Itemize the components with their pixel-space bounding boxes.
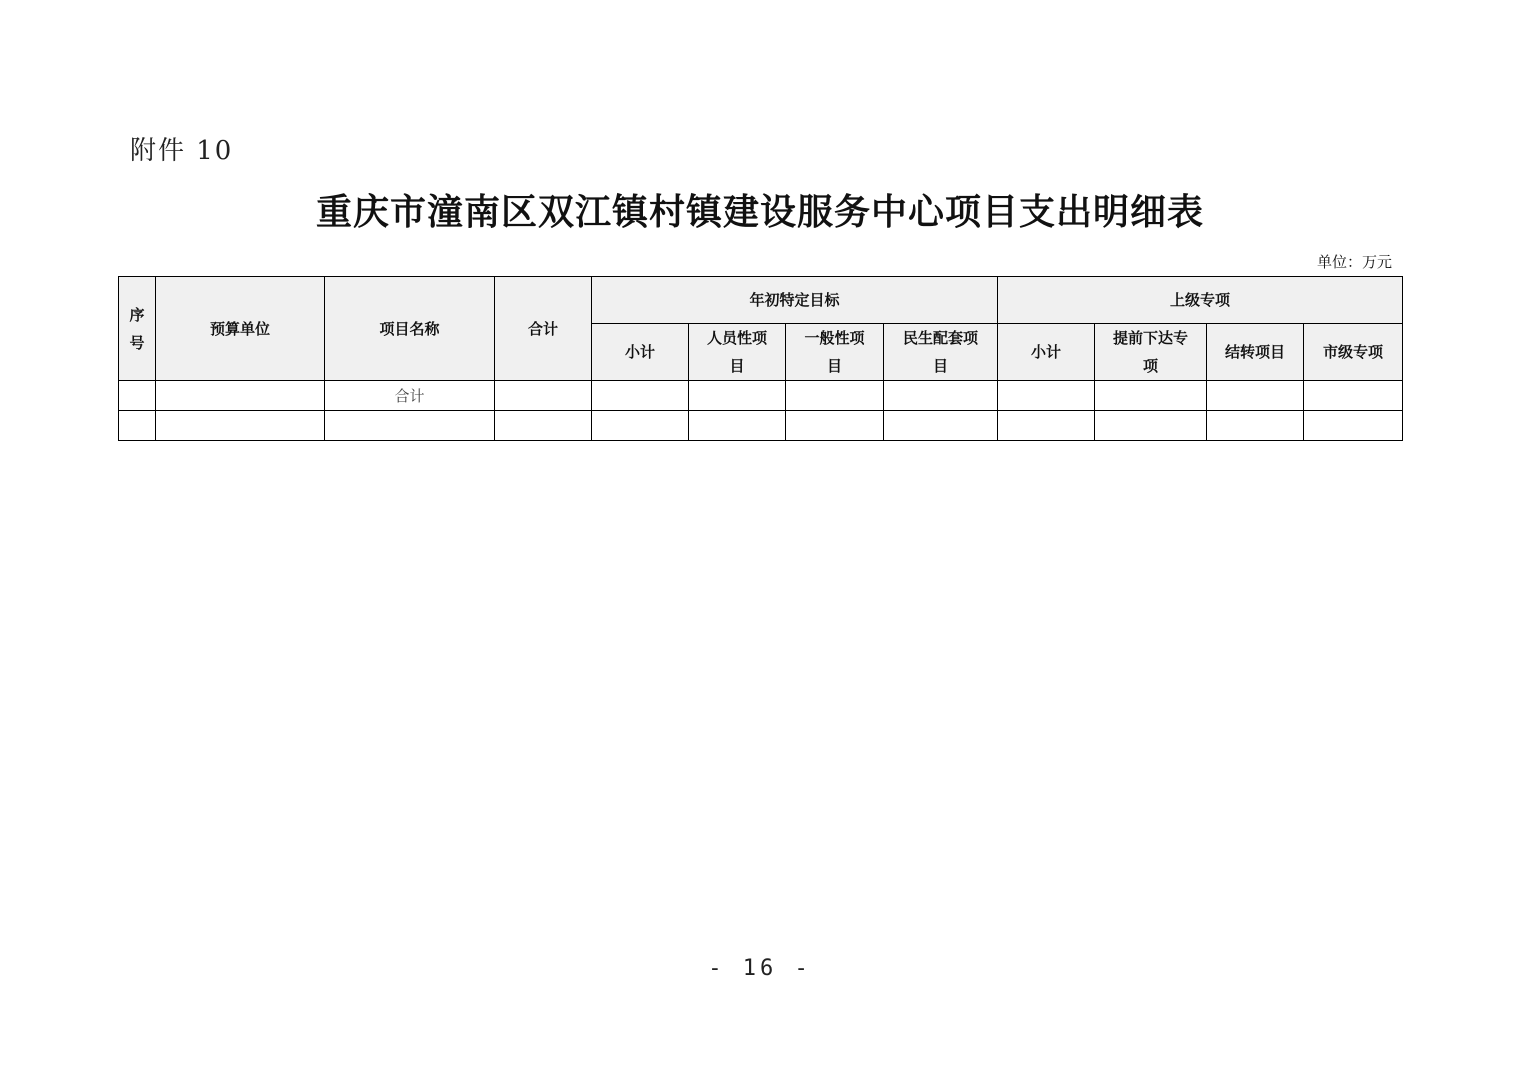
table-cell (1207, 381, 1304, 411)
attachment-label: 附件 10 (130, 136, 234, 166)
table-cell (592, 411, 689, 441)
table-cell (119, 411, 156, 441)
table-cell (1304, 381, 1403, 411)
table-cell (1304, 411, 1403, 441)
expenditure-detail-table (118, 276, 1403, 441)
table-cell (1207, 411, 1304, 441)
table-cell (1095, 381, 1207, 411)
table-cell (689, 381, 786, 411)
header-project-name: 项目名称 (325, 277, 495, 381)
header-carryover-items: 结转项目 (1207, 324, 1304, 381)
table-cell (884, 381, 998, 411)
header-seq: 序号 (119, 277, 156, 381)
header-superior-subtotal: 小计 (998, 324, 1095, 381)
header-livelihood-items: 民生配套项目 (884, 324, 998, 381)
table-cell (1095, 411, 1207, 441)
table-cell (495, 381, 592, 411)
page-number: - 16 - (708, 956, 812, 981)
header-initial-subtotal: 小计 (592, 324, 689, 381)
table-cell (884, 411, 998, 441)
table-cell (495, 411, 592, 441)
table-cell: 合计 (325, 381, 495, 411)
header-group-superior-special: 上级专项 (998, 277, 1403, 324)
table-cell (998, 411, 1095, 441)
header-general-items: 一般性项目 (786, 324, 884, 381)
table-cell (592, 381, 689, 411)
table-cell (786, 411, 884, 441)
table-cell (786, 381, 884, 411)
header-total: 合计 (495, 277, 592, 381)
header-municipal-special: 市级专项 (1304, 324, 1403, 381)
header-group-initial-targets: 年初特定目标 (592, 277, 998, 324)
table-cell (689, 411, 786, 441)
document-title: 重庆市潼南区双江镇村镇建设服务中心项目支出明细表 (315, 191, 1204, 233)
table-cell (325, 411, 495, 441)
header-budget-unit: 预算单位 (156, 277, 325, 381)
header-personnel-items: 人员性项目 (689, 324, 786, 381)
unit-label: 单位：万元 (1316, 253, 1392, 271)
table-cell (119, 381, 156, 411)
header-row-top (119, 277, 1403, 324)
table-cell (156, 411, 325, 441)
table-row (119, 381, 1403, 411)
table-cell (156, 381, 325, 411)
table-row (119, 411, 1403, 441)
table-cell (998, 381, 1095, 411)
header-advance-special: 提前下达专项 (1095, 324, 1207, 381)
